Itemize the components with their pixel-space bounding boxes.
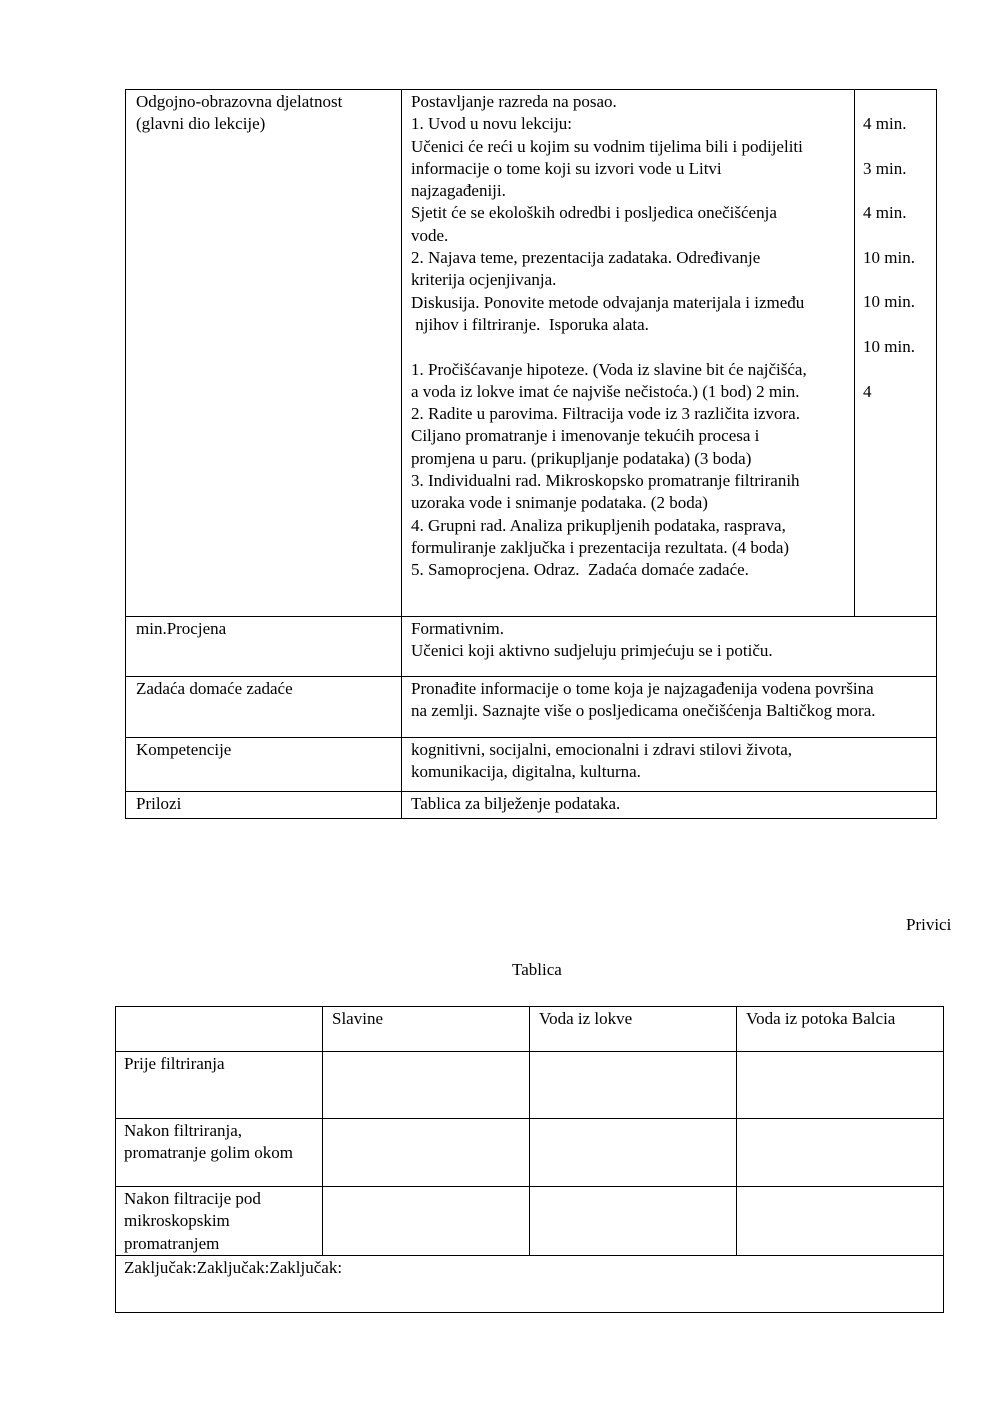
row-header-line: Nakon filtracije pod [124,1189,261,1208]
competences-label-cell [126,738,402,792]
attachments-row [126,792,937,819]
header-row [116,1007,944,1052]
content-line: 5. Samoprocjena. Odraz. Zadaća domaće zadaće. [411,560,749,580]
competences-content-cell [402,738,937,792]
conclusion-cell [116,1255,944,1312]
assessment-content-cell [402,617,937,677]
content-line: kriterija ocjenjivanja. [411,270,557,290]
content-line: Diskusija. Ponovite metode odvajanja materijala i između [411,292,805,312]
column-header [530,1007,737,1052]
row-header [116,1187,323,1256]
content-line: Ciljano promatranje i imenovanje tekućih procesa i [411,426,760,446]
column-header [323,1007,530,1052]
data-cell [323,1119,530,1187]
content-line: 2. Radite u parovima. Filtracija vode iz 3 različita izvora. [411,404,800,424]
time-value: 10 min. [863,247,915,267]
appendix-title: Privici [906,915,952,934]
competences-line: kognitivni, socijalni, emocionalni i zdravi stilovi života, [411,740,793,759]
data-cell [323,1187,530,1256]
data-cell [530,1052,737,1119]
time-value: 4 min. [863,114,907,133]
conclusion-text: Zaključak:Zaključak:Zaključak: [124,1257,343,1277]
table-row [116,1119,944,1187]
data-cell [737,1119,944,1187]
lesson-plan-table [125,89,937,819]
content-line: 3. Individualni rad. Mikroskopsko promatranje filtriranih [411,471,800,491]
row-header-line: Nakon filtriranja, [124,1121,243,1140]
time-value: 10 min. [863,292,915,312]
content-line: Učenici će reći u kojim su vodnim tijelima bili i podijeliti [411,136,803,156]
data-cell [737,1052,944,1119]
corner-cell [116,1007,323,1052]
time-column-cell [855,90,937,617]
content-line: 1. Pročišćavanje hipoteze. (Voda iz slavine bit će najčišća, [411,359,807,379]
time-value: 3 min. [863,158,907,178]
assessment-row [126,617,937,677]
data-cell [530,1119,737,1187]
homework-line: Pronađite informacije o tome koja je najzagađenija vodena površina [411,679,874,698]
table-title: Tablica [512,960,562,979]
attachments-content-cell [402,792,937,819]
assessment-label-cell [126,617,402,677]
conclusion-row [116,1255,944,1312]
assessment-label: min.Procjena [136,619,227,638]
competences-label: Kompetencije [136,740,232,759]
time-value: 4 [863,381,872,401]
assessment-line: Formativnim. [411,619,505,638]
content-line: formuliranje zaključka i prezentacija rezultata. (4 boda) [411,537,790,557]
attachments-label-cell [126,792,402,819]
column-header [737,1007,944,1052]
main-activity-label-line: (glavni dio lekcije) [136,114,266,134]
content-line: Sjetit će se ekoloških odredbi i posljedica onečišćenja [411,203,777,223]
content-line: a voda iz lokve imat će najviše nečistoća.) (1 bod) 2 min. [411,381,800,401]
content-line: 1. Uvod u novu lekciju: [411,114,573,134]
assessment-line: Učenici koji aktivno sudjeluju primjećuju se i potiču. [411,641,773,661]
competences-line: komunikacija, digitalna, kulturna. [411,762,641,782]
homework-content-cell [402,677,937,738]
main-activity-content-cell [402,90,855,617]
data-cell [530,1187,737,1256]
attachments-line: Tablica za bilježenje podataka. [411,794,621,813]
content-line: promjena u paru. (prikupljanje podataka) (3 boda) [411,448,752,468]
main-activity-label-cell [126,90,402,617]
time-value: 4 min. [863,203,907,223]
row-header-line: promatranjem [124,1233,220,1253]
homework-line: na zemlji. Saznajte više o posljedicama onečišćenja Baltičkog mora. [411,701,876,721]
content-line: 2. Najava teme, prezentacija zadataka. Određivanje [411,248,761,268]
row-header-line: promatranje golim okom [124,1143,294,1163]
attachments-label: Prilozi [136,794,182,813]
content-line: najzagađeniji. [411,181,506,201]
content-line: uzoraka vode i snimanje podataka. (2 boda) [411,493,708,513]
content-line: informacije o tome koji su izvori vode u Litvi [411,158,722,178]
homework-label: Zadaća domaće zadaće [136,679,293,698]
table-row [116,1187,944,1256]
data-recording-table [115,1006,944,1313]
homework-label-cell [126,677,402,738]
data-cell [323,1052,530,1119]
column-header-label: Voda iz lokve [539,1009,633,1028]
main-activity-label-line: Odgojno-obrazovna djelatnost [136,92,343,111]
table-row [116,1052,944,1119]
row-header-line: Prije filtriranja [124,1054,225,1073]
homework-row [126,677,937,738]
content-line: 4. Grupni rad. Analiza prikupljenih podataka, rasprava, [411,515,786,535]
row-header [116,1119,323,1187]
content-line: vode. [411,225,449,245]
content-line: Postavljanje razreda na posao. [411,92,617,111]
main-activity-row [126,90,937,617]
column-header-label: Slavine [332,1009,383,1028]
time-value: 10 min. [863,336,915,356]
row-header-line: mikroskopskim [124,1211,230,1231]
column-header-label: Voda iz potoka Balcia [746,1009,896,1028]
competences-row [126,738,937,792]
content-line: njihov i filtriranje. Isporuka alata. [411,314,649,334]
row-header [116,1052,323,1119]
data-cell [737,1187,944,1256]
